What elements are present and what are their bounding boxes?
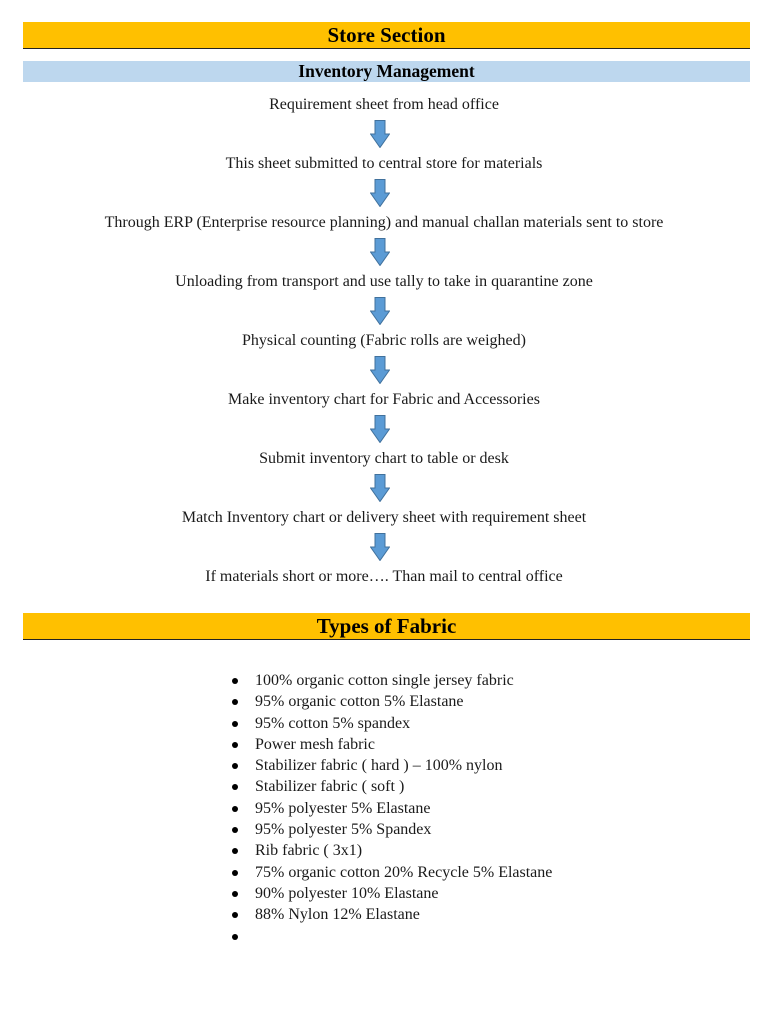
down-arrow-icon <box>370 179 390 207</box>
flow-step-text: Through ERP (Enterprise resource planning) and manual challan materials sent to store <box>104 214 664 231</box>
list-item-text: Stabilizer fabric ( hard ) – 100% nylon <box>255 757 503 775</box>
flow-step <box>0 211 768 270</box>
down-arrow-icon <box>370 120 390 148</box>
list-item <box>230 819 552 840</box>
flow-step <box>0 388 768 447</box>
bullet-icon <box>232 784 238 790</box>
bullet-icon <box>232 721 238 727</box>
list-item-text: 95% organic cotton 5% Elastane <box>255 693 464 711</box>
store-section-title: Store Section <box>327 23 446 47</box>
list-item <box>230 776 552 797</box>
list-item-text: 95% polyester 5% Spandex <box>255 821 432 839</box>
bullet-icon <box>232 827 238 833</box>
flow-step <box>0 93 768 152</box>
down-arrow-icon <box>370 297 390 325</box>
list-item <box>230 734 552 755</box>
down-arrow-icon <box>370 356 390 384</box>
bullet-icon <box>232 699 238 705</box>
list-item <box>230 713 552 734</box>
bullet-icon <box>232 848 238 854</box>
flow-step-text: Physical counting (Fabric rolls are weighed) <box>242 332 526 349</box>
bullet-icon <box>232 870 238 876</box>
down-arrow-icon <box>370 533 390 561</box>
down-arrow-icon <box>370 415 390 443</box>
list-item <box>230 691 552 712</box>
bullet-icon <box>232 806 238 812</box>
flow-step-text: Match Inventory chart or delivery sheet with requirement sheet <box>181 509 587 526</box>
types-of-fabric-header <box>23 613 750 640</box>
list-item <box>230 904 552 925</box>
flow-step <box>0 152 768 211</box>
list-item <box>230 862 552 883</box>
flow-step <box>0 329 768 388</box>
list-item-text: 95% polyester 5% Elastane <box>255 799 431 817</box>
list-item-text: 75% organic cotton 20% Recycle 5% Elastane <box>255 863 553 881</box>
list-item <box>230 883 552 904</box>
down-arrow-icon <box>370 238 390 266</box>
types-of-fabric-title: Types of Fabric <box>316 614 457 638</box>
list-item <box>230 755 552 776</box>
flow-step-text: Make inventory chart for Fabric and Accessories <box>228 391 540 408</box>
flow-step-text: If materials short or more…. Than mail to central office <box>205 568 563 585</box>
list-item <box>230 798 552 819</box>
flow-step <box>0 447 768 506</box>
store-section-header <box>23 22 750 49</box>
bullet-icon <box>232 678 238 684</box>
list-item-text: Rib fabric ( 3x1) <box>255 842 363 860</box>
flow-step <box>0 270 768 329</box>
inventory-management-header <box>23 61 750 82</box>
bullet-icon <box>232 763 238 769</box>
down-arrow-icon <box>370 474 390 502</box>
bullet-icon <box>232 912 238 918</box>
fabric-type-list <box>230 670 552 947</box>
list-item <box>230 840 552 861</box>
bullet-icon <box>232 934 238 940</box>
list-item-text: 95% cotton 5% spandex <box>255 714 411 732</box>
list-item <box>230 670 552 691</box>
list-item-text: Power mesh fabric <box>255 735 375 753</box>
list-item <box>230 926 552 947</box>
bullet-icon <box>232 742 238 748</box>
flow-step-text: Unloading from transport and use tally to take in quarantine zone <box>175 273 593 290</box>
list-item-text: 88% Nylon 12% Elastane <box>255 906 420 924</box>
list-item-text: 90% polyester 10% Elastane <box>255 884 439 902</box>
inventory-management-title: Inventory Management <box>298 61 475 81</box>
flow-step-text: This sheet submitted to central store for materials <box>225 155 543 172</box>
list-item-text: 100% organic cotton single jersey fabric <box>255 672 514 689</box>
flow-step-text: Submit inventory chart to table or desk <box>259 450 509 467</box>
bullet-icon <box>232 891 238 897</box>
flow-step <box>0 506 768 565</box>
flow-step-text: Requirement sheet from head office <box>269 96 499 113</box>
inventory-flowchart <box>0 93 768 624</box>
list-item-text: Stabilizer fabric ( soft ) <box>255 778 405 796</box>
